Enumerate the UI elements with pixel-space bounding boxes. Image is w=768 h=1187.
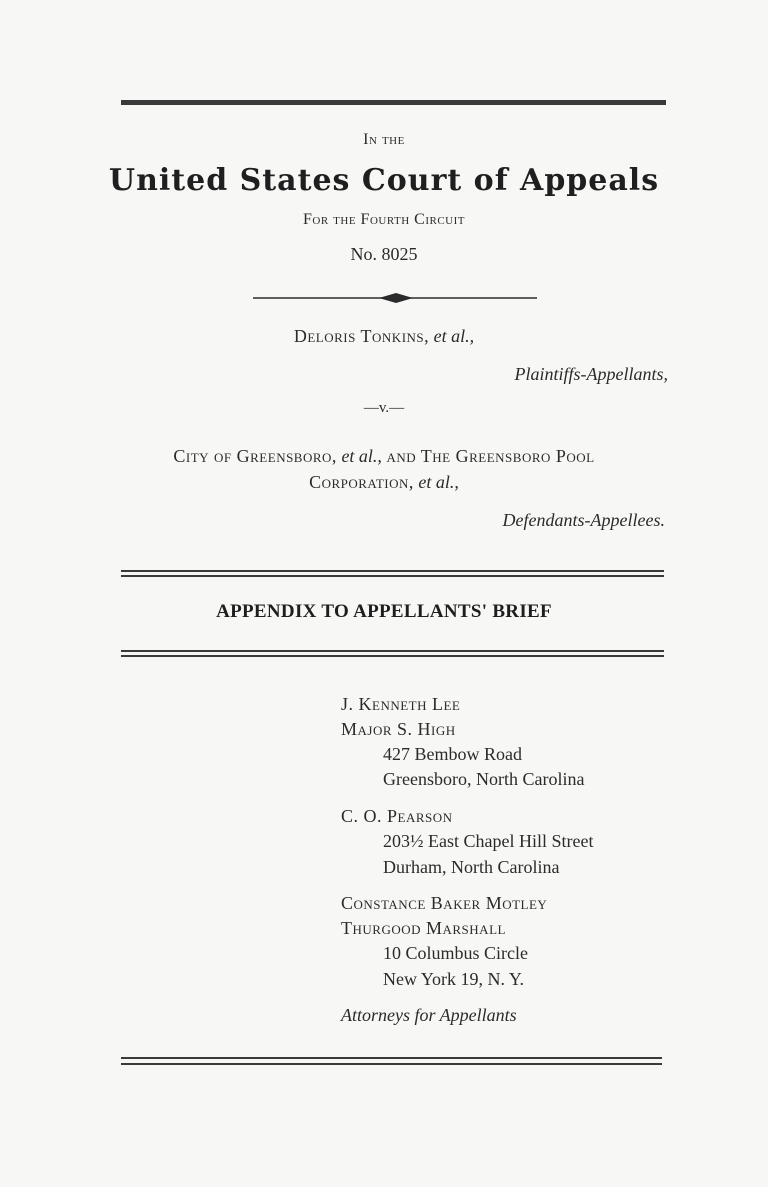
versus-text: —v.— [363, 400, 405, 416]
address-2-line-2: Durham, North Carolina [383, 857, 560, 877]
defendants-role: Defendants-Appellees. [502, 510, 665, 530]
address-3-line-1: 10 Columbus Circle [383, 943, 528, 963]
defendants-etal-2: et al., [418, 472, 459, 492]
attorney-lee: J. Kenneth Lee [341, 694, 461, 714]
attorney-high: Major S. High [341, 719, 456, 739]
attorney-pearson: C. O. Pearson [341, 806, 453, 826]
court-name: United States Court of Appeals [108, 163, 660, 198]
plaintiffs-name: Deloris Tonkins, [293, 326, 430, 346]
attorneys-role: Attorneys for Appellants [341, 1005, 517, 1025]
defendants-line-1 [0, 446, 768, 467]
title-rule-top [121, 570, 664, 577]
plaintiffs-etal: et al., [433, 326, 475, 346]
ornament-divider [253, 290, 537, 306]
address-1-line-1: 427 Bembow Road [383, 744, 522, 764]
address-3-line-2: New York 19, N. Y. [383, 969, 525, 989]
plaintiffs-role: Plaintiffs-Appellants, [514, 364, 668, 384]
address-2-line-1: 203½ East Chapel Hill Street [383, 831, 594, 851]
document-title: APPENDIX TO APPELLANTS' BRIEF [216, 601, 552, 622]
defendants-line-2 [0, 472, 768, 493]
plaintiffs-line [0, 326, 768, 347]
in-the-text: In the [363, 131, 405, 148]
top-rule [121, 100, 666, 105]
defendants-pool: and The Greensboro Pool [386, 446, 595, 466]
title-rule-bottom [121, 650, 664, 657]
defendants-corporation: Corporation, [309, 472, 414, 492]
attorney-marshall: Thurgood Marshall [341, 918, 506, 938]
defendants-etal-1: et al., [341, 446, 382, 466]
circuit-text: For the Fourth Circuit [302, 211, 466, 228]
defendants-city: City of Greensboro, [173, 446, 337, 466]
attorney-motley: Constance Baker Motley [341, 893, 548, 913]
case-number: No. 8025 [350, 244, 418, 264]
address-1-line-2: Greensboro, North Carolina [383, 769, 585, 789]
bottom-rule [121, 1057, 662, 1065]
